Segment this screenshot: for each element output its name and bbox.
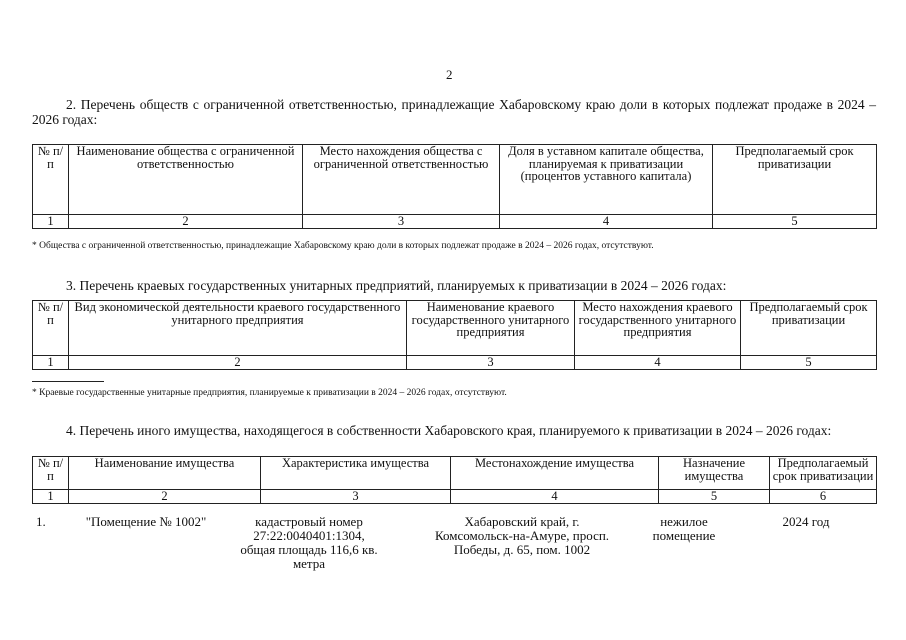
column-number: 4 (500, 215, 713, 229)
column-header: Предполагаемый срок приватизации (741, 301, 877, 356)
column-header: № п/п (33, 145, 69, 215)
column-header: Характеристика имущества (261, 457, 451, 490)
column-header: Предполагаемый срок приватизации (770, 457, 877, 490)
column-header: Вид экономической деятельности краевого государственного унитарного предприятия (69, 301, 407, 356)
property-location: Хабаровский край, г. Комсомольск-на-Амуре, просп. Победы, д. 65, пом. 1002 (434, 514, 610, 557)
column-number-row (33, 356, 877, 370)
table-header-row (33, 301, 877, 356)
state-enterprises-table (32, 300, 877, 370)
column-number: 5 (713, 215, 877, 229)
column-header: Место нахождения краевого государственного унитарного предприятия (575, 301, 741, 356)
property-name: "Помещение № 1002" (85, 514, 207, 529)
column-number: 1 (33, 215, 69, 229)
column-number: 1 (33, 490, 69, 504)
section-2-heading (32, 97, 876, 127)
other-property-table (32, 456, 877, 504)
column-number-row (33, 490, 877, 504)
footnote-divider (32, 381, 104, 382)
column-number: 5 (659, 490, 770, 504)
column-number: 3 (303, 215, 500, 229)
table-header-row (33, 145, 877, 215)
column-header: Место нахождения общества с ограниченной ответственностью (303, 145, 500, 215)
column-number: 4 (451, 490, 659, 504)
column-header: Наименование общества с ограниченной ответственностью (69, 145, 303, 215)
column-number: 3 (261, 490, 451, 504)
property-purpose: нежилое помещение (652, 514, 716, 543)
column-header: № п/п (33, 301, 69, 356)
section-3-footnote: * Краевые государственные унитарные предприятия, планируемые к приватизации в 2024 – 2026 годах, отсутствуют. (32, 388, 507, 398)
column-number: 1 (33, 356, 69, 370)
section-2-footnote: * Общества с ограниченной ответственностью, принадлежащие Хабаровскому краю доли в которых подлежат продаже в 2024 – 2026 годах, отсутствуют. (32, 241, 654, 251)
table-header-row (33, 457, 877, 490)
llc-shares-table (32, 144, 877, 229)
column-number: 2 (69, 490, 261, 504)
column-header: Наименование имущества (69, 457, 261, 490)
column-header: Назначение имущества (659, 457, 770, 490)
column-header: Предполагаемый срок приватизации (713, 145, 877, 215)
column-header: № п/п (33, 457, 69, 490)
privatization-term: 2024 год (782, 514, 830, 529)
column-header: Местонахождение имущества (451, 457, 659, 490)
row-number: 1. (36, 514, 46, 529)
column-header: Доля в уставном капитале общества, планируемая к приватизации (процентов уставного капитала) (500, 145, 713, 215)
column-header: Наименование краевого государственного унитарного предприятия (407, 301, 575, 356)
section-4-heading-text: 4. Перечень иного имущества, находящегося в собственности Хабаровского края, планируемого к приватизации в 2024 – 2026 годах: (66, 423, 832, 438)
column-number: 4 (575, 356, 741, 370)
section-3-heading: 3. Перечень краевых государственных унитарных предприятий, планируемых к приватизации в 2024 – 2026 годах: (66, 278, 727, 293)
column-number: 3 (407, 356, 575, 370)
section-2-heading-text: 2. Перечень обществ с ограниченной ответственностью, принадлежащие Хабаровскому краю доли в которых подлежат продаже в 2024 – 2026 годах: (32, 97, 876, 127)
column-number: 6 (770, 490, 877, 504)
page-number: 2 (446, 67, 453, 82)
column-number: 5 (741, 356, 877, 370)
column-number: 2 (69, 356, 407, 370)
column-number-row (33, 215, 877, 229)
property-characteristic: кадастровый номер 27:22:0040401:1304, общая площадь 116,6 кв. метра (240, 514, 378, 571)
column-number: 2 (69, 215, 303, 229)
section-4-heading (32, 423, 876, 438)
